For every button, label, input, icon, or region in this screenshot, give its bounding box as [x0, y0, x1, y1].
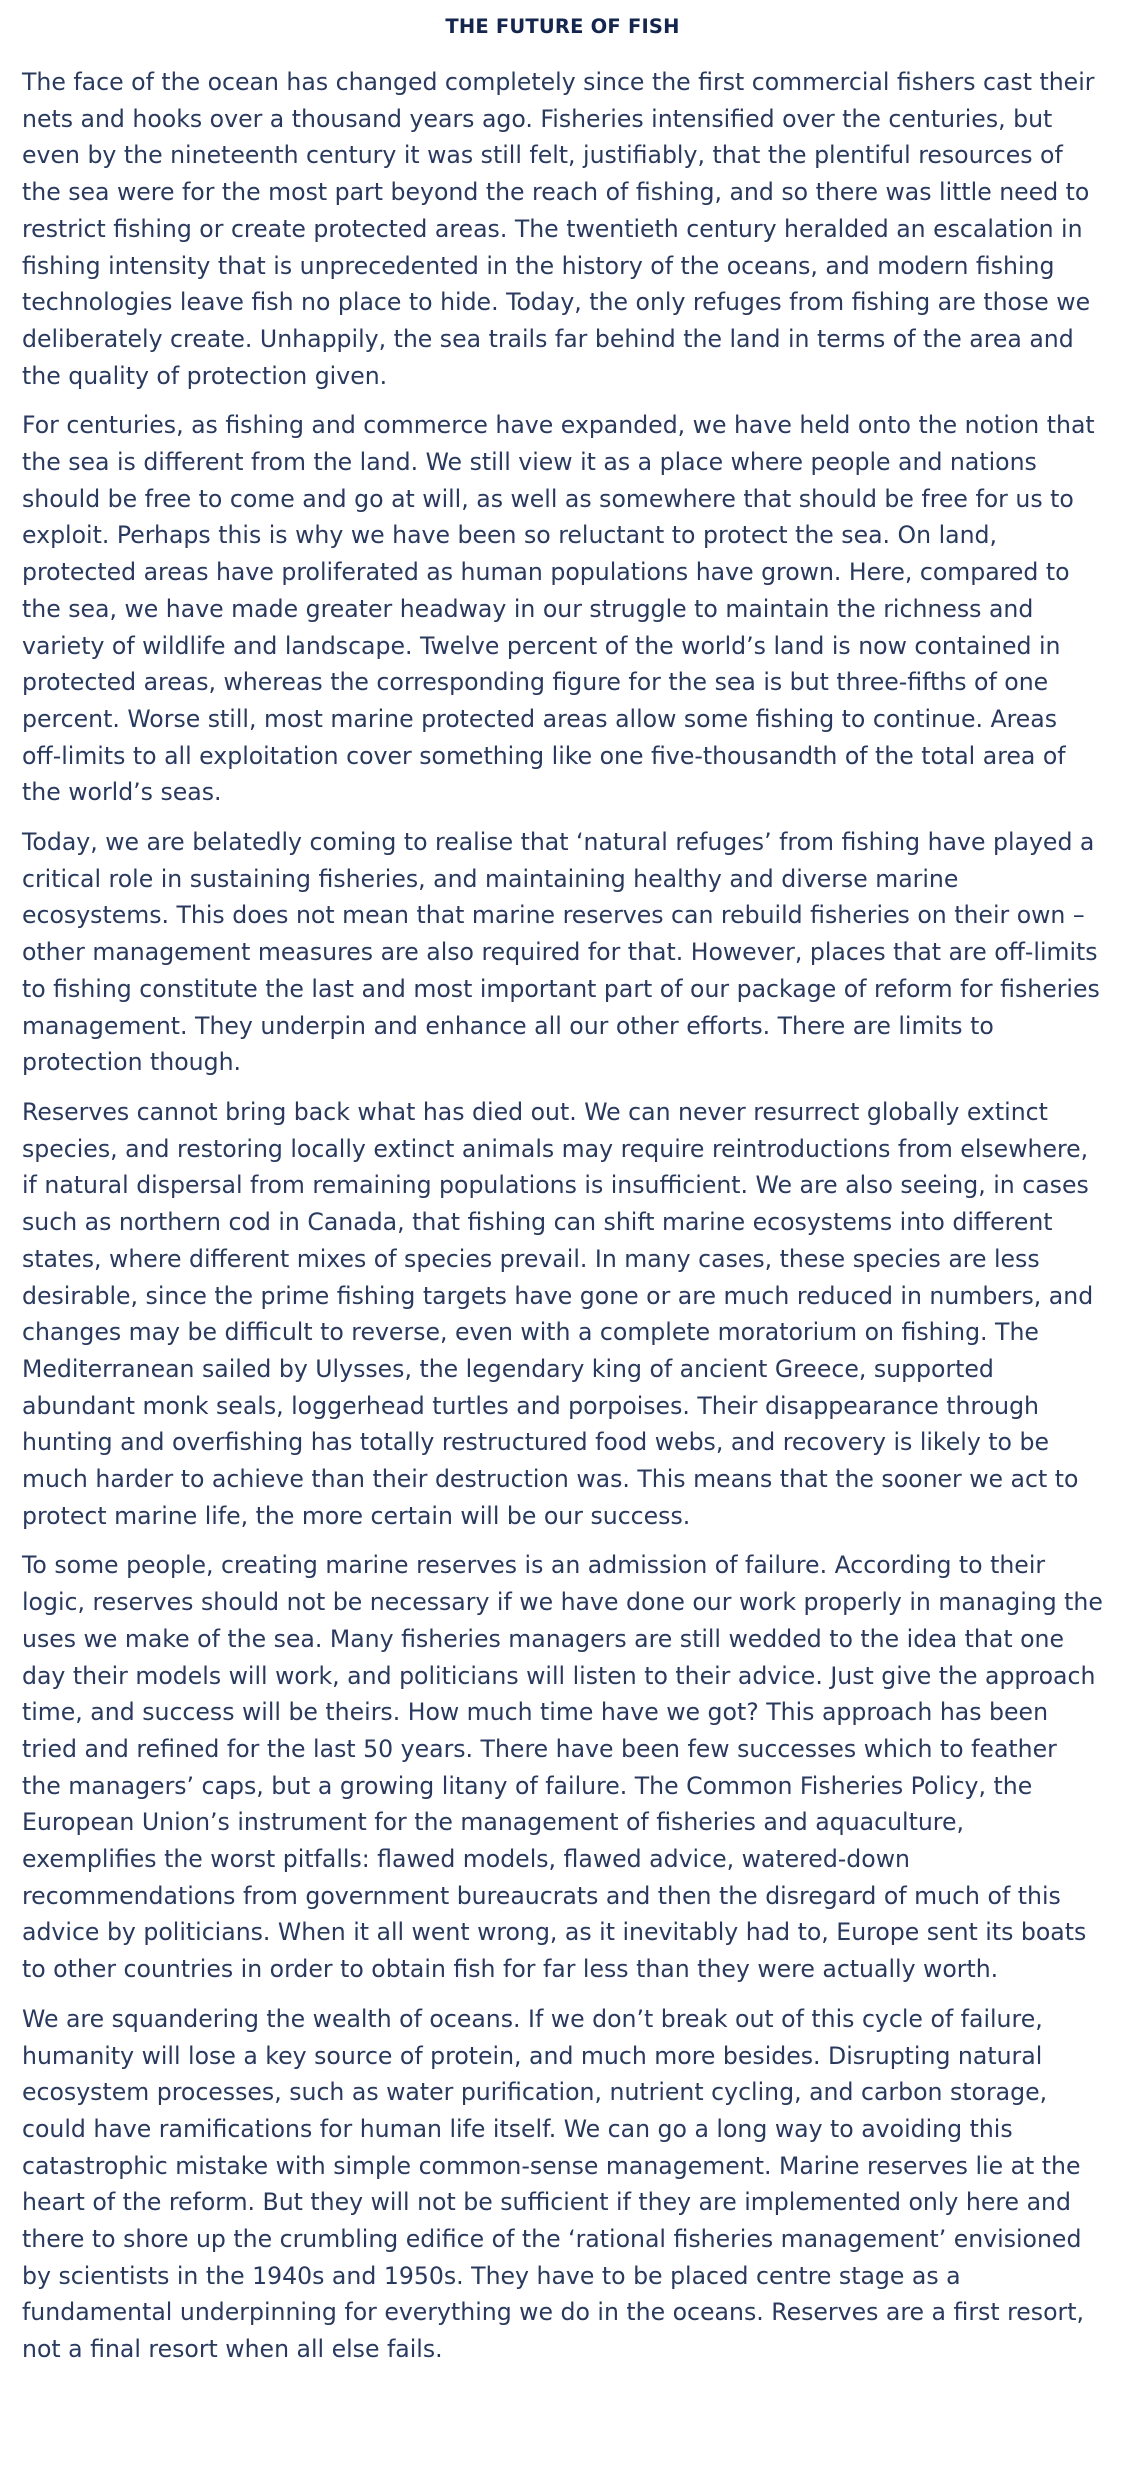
paragraph-6: We are squandering the wealth of oceans. If we don’t break out of this cycle of failure, humanity will lose a key source of protein, and much more besides. Disrupting natural ecosystem processes, such as water purification, nutrient cycling, and carbon storage, could have ramifications for human life itself. We can go a long way to avoiding this catastrophic mistake with simple common-sense management. Marine reserves lie at the heart of the reform. But they will not be sufficient if they are implemented only here and there to shore up the crumbling edifice of the ‘rational fisheries management’ envisioned by scientists in the 1940s and 1950s. They have to be placed centre stage as a fundamental underpinning for everything we do in the oceans. Reserves are a first resort, not a final resort when all else fails. [22, 2004, 1084, 2364]
paragraph-5: To some people, creating marine reserves is an admission of failure. According to their logic, reserves should not be necessary if we have done our work properly in managing the uses we make of the sea. Many fisheries managers are still wedded to the idea that one day their models will work, and politicians will listen to their advice. Just give the approach time, and success will be theirs. How much time have we got? This approach has been tried and refined for the last 50 years. There have been few successes which to feather the managers’ caps, but a growing litany of failure. The Common Fisheries Policy, the European Union’s instrument for the management of fisheries and aquaculture, exemplifies the worst pitfalls: flawed models, flawed advice, watered-down recommendations from government bureaucrats and then the disregard of much of this advice by politicians. When it all went wrong, as it inevitably had to, Europe sent its boats to other countries in order to obtain fish for far less than they were actually worth. [22, 1551, 1103, 1984]
paragraph-3: Today, we are belatedly coming to realise that ‘natural refuges’ from fishing have played a critical role in sustaining fisheries, and maintaining healthy and diverse marine ecosystems. This does not mean that marine reserves can rebuild fisheries on their own – other management measures are also required for that. However, places that are off-limits to fishing constitute the last and most important part of our package of reform for fisheries management. They underpin and enhance all our other efforts. There are limits to protection though. [22, 828, 1100, 1077]
paragraph-1: The face of the ocean has changed completely since the first commercial fishers cast their nets and hooks over a thousand years ago. Fisheries intensified over the centuries, but even by the nineteenth century it was still felt, justifiably, that the plentiful resources of the sea were for the most part beyond the reach of fishing, and so there was little need to restrict fishing or create protected areas. The twentieth century heralded an escalation in fishing intensity that is unprecedented in the history of the oceans, and modern fishing technologies leave fish no place to hide. Today, the only refuges from fishing are those we deliberately create. Unhappily, the sea trails far behind the land in terms of the area and the quality of protection given. [22, 68, 1095, 390]
paragraph-4: Reserves cannot bring back what has died out. We can never resurrect globally extinct species, and restoring locally extinct animals may require reintroductions from elsewhere, if natural dispersal from remaining populations is insufficient. We are also seeing, in cases such as northern cod in Canada, that fishing can shift marine ecosystems into different states, where different mixes of species prevail. In many cases, these species are less desirable, since the prime fishing targets have gone or are much reduced in numbers, and changes may be difficult to reverse, even with a complete moratorium on fishing. The Mediterranean sailed by Ulysses, the legendary king of ancient Greece, supported abundant monk seals, loggerhead turtles and porpoises. Their disappearance through hunting and overfishing has totally restructured food webs, and recovery is likely to be much harder to achieve than their destruction was. This means that the sooner we act to protect marine life, the more certain will be our success. [22, 1097, 1094, 1530]
paragraph-2: For centuries, as fishing and commerce have expanded, we have held onto the notion that the sea is different from the land. We still view it as a place where people and nations should be free to come and go at will, as well as somewhere that should be free for us to exploit. Perhaps this is why we have been so reluctant to protect the sea. On land, protected areas have proliferated as human populations have grown. Here, compared to the sea, we have made greater headway in our struggle to maintain the richness and variety of wildlife and landscape. Twelve percent of the world’s land is now contained in protected areas, whereas the corresponding figure for the sea is but three-fifths of one percent. Worse still, most marine protected areas allow some fishing to continue. Areas off-limits to all exploitation cover something like one five-thousandth of the total area of the world’s seas. [22, 411, 1095, 807]
document-title: THE FUTURE OF FISH [445, 15, 680, 38]
